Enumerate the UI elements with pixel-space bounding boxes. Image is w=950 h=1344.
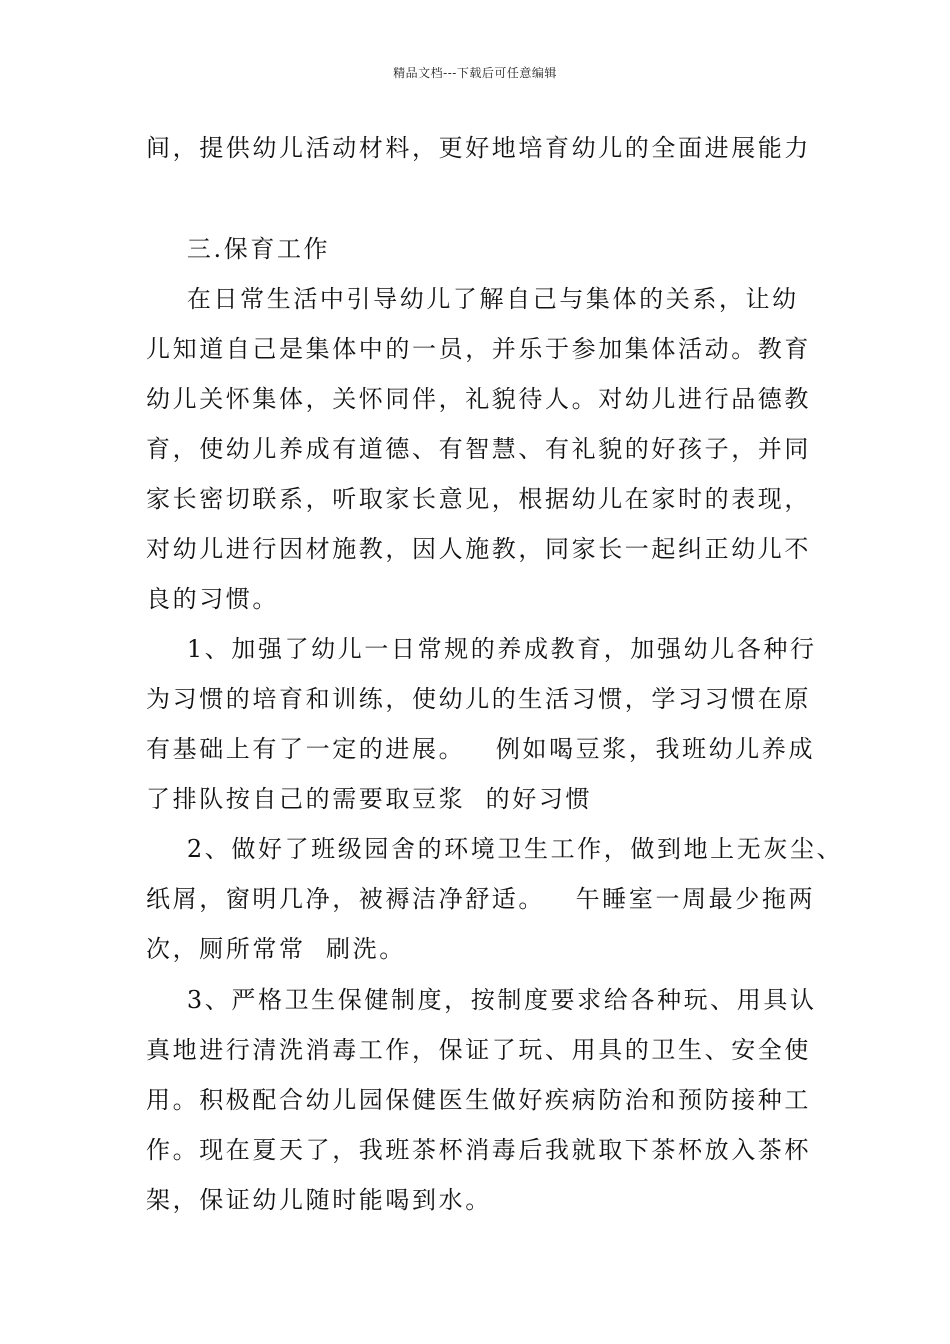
page-header: 精品文档---下载后可任意编辑 — [393, 66, 557, 80]
text-line: 儿知道自己是集体中的一员，并乐于参加集体活动。教育 — [146, 335, 811, 363]
text-line: 了排队按自己的需要取豆浆 的好习惯 — [146, 785, 593, 813]
text-line: 育，使幼儿养成有道德、有智慧、有礼貌的好孩子，并同 — [146, 435, 811, 463]
section-heading: 三.保育工作 — [146, 235, 331, 263]
text-line: 2、做好了班级园舍的环境卫生工作，做到地上无灰尘、 — [146, 835, 844, 863]
text-line: 对幼儿进行因材施教，因人施教，同家长一起纠正幼儿不 — [146, 535, 811, 563]
text-line: 良的习惯。 — [146, 585, 279, 613]
text-line: 有基础上有了一定的进展。 例如喝豆浆，我班幼儿养成 — [146, 735, 816, 763]
text-line: 幼儿关怀集体，关怀同伴，礼貌待人。对幼儿进行品德教 — [146, 385, 811, 413]
text-line: 用。积极配合幼儿园保健医生做好疾病防治和预防接种工 — [146, 1086, 811, 1114]
text-line: 纸屑，窗明几净，被褥洁净舒适。 午睡室一周最少拖两 — [146, 885, 816, 913]
text-line: 间，提供幼儿活动材料，更好地培育幼儿的全面进展能力 — [146, 134, 811, 162]
text-line: 架，保证幼儿随时能喝到水。 — [146, 1186, 492, 1214]
text-line: 3、严格卫生保健制度，按制度要求给各种玩、用具认 — [146, 986, 817, 1014]
text-line: 作。现在夏天了，我班茶杯消毒后我就取下茶杯放入茶杯 — [146, 1136, 811, 1164]
text-line: 家长密切联系，听取家长意见，根据幼儿在家时的表现， — [146, 485, 811, 513]
text-line: 1、加强了幼儿一日常规的养成教育，加强幼儿各种行 — [146, 635, 817, 663]
text-line: 为习惯的培育和训练，使幼儿的生活习惯，学习习惯在原 — [146, 685, 811, 713]
text-line: 在日常生活中引导幼儿了解自己与集体的关系，让幼 — [146, 285, 799, 313]
text-line: 真地进行清洗消毒工作，保证了玩、用具的卫生、安全使 — [146, 1036, 811, 1064]
text-line: 次，厕所常常 刷洗。 — [146, 935, 406, 963]
